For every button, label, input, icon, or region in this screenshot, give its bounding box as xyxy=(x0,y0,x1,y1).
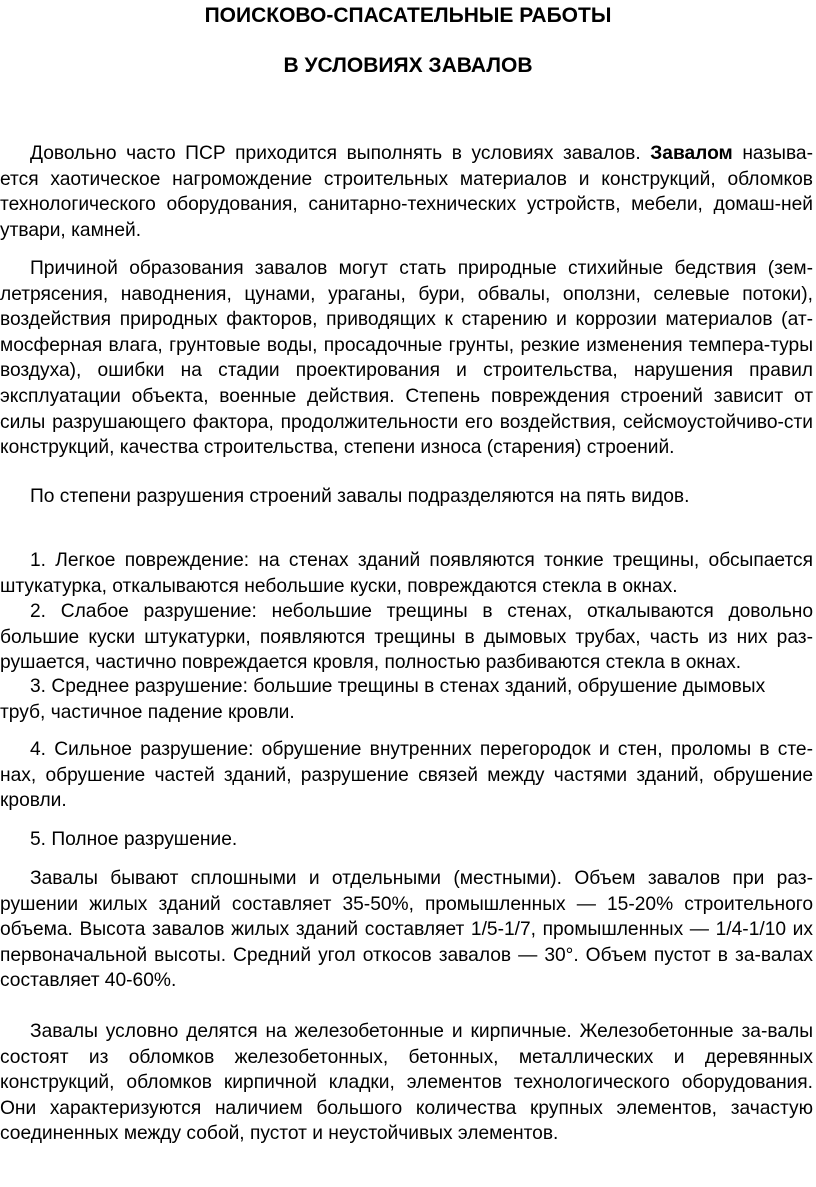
intro-paragraph xyxy=(0,141,813,243)
causes-paragraph: Причиной образования завалов могут стать природные стихийные бедствия (зем-летрясения, наводнения, цунами, ураганы, бури, обвалы, оползни, селевые потоки), воздействия природных факторов, приводящих к старению и коррозии материалов (ат-мосферная влага, грунтовые воды, просадочные грунты, резкие изменения темпера-туры воздуха), ошибки на стадии проектирования и строительства, нарушения правил эксплуатации объекта, военные действия. Степень повреждения строений зависит от силы разрушающего фактора, продолжительности его воздействия, сейсмоустойчиво-сти конструкций, качества строительства, степени износа (старения) строений. xyxy=(0,258,813,459)
damage-level-5: 5. Полное разрушение. xyxy=(30,829,238,850)
title-line-1: ПОИСКОВО-СПАСАТЕЛЬНЫЕ РАБОТЫ xyxy=(204,4,612,27)
damage-level-4: 4. Сильное разрушение: обрушение внутренних перегородок и стен, проломы в сте-нах, обрушение частей зданий, разрушение связей между частями зданий, обрушение кровли. xyxy=(0,739,813,812)
types-paragraph: Завалы условно делятся на железобетонные и кирпичные. Железобетонные за-валы состоят из обломков железобетонных, бетонных, металлических и деревянных конструкций, обломков кирпичной кладки, элементов технологического оборудования. Они характеризуются наличием большого количества крупных элементов, зачастую соединенных между собой, пустот и неустойчивых элементов. xyxy=(0,1021,813,1145)
volume-paragraph: Завалы бывают сплошными и отдельными (местными). Объем завалов при раз-рушении жилых зданий составляет 35-50%, промышленных — 15-20% строительного объема. Высота завалов жилых зданий составляет 1/5-1/7, промышленных — 1/4-1/10 их первоначальной высоты. Средний угол откосов завалов — 30°. Объем пустот в за-валах составляет 40-60%. xyxy=(0,868,813,992)
intro-text-start: Довольно часто ПСР приходится выполнять в условиях завалов. xyxy=(30,143,651,164)
damage-level-1: 1. Легкое повреждение: на стенах зданий появляются тонкие трещины, обсыпается штукатурка, откалываются небольшие куски, повреждаются стекла в окнах. xyxy=(0,550,813,597)
term-zaval: Завалом xyxy=(650,143,733,164)
damage-level-3: 3. Среднее разрушение: большие трещины в стенах зданий, обрушение дымовых труб, частичное падение кровли. xyxy=(0,676,766,723)
intro-text-rest: называ-ется хаотическое нагромождение строительных материалов и конструкций, обломков технологического оборудования, санитарно-технических устройств, мебели, домаш-ней утвари, камней. xyxy=(0,143,813,241)
damage-level-2: 2. Слабое разрушение: небольшие трещины в стенах, откалываются довольно большие куски штукатурки, появляются трещины в дымовых трубах, часть из них раз-рушается, частично повреждается кровля, полностью разбиваются стекла в окнах. xyxy=(0,601,813,674)
title-line-2: В УСЛОВИЯХ ЗАВАЛОВ xyxy=(283,54,533,77)
classification-intro: По степени разрушения строений завалы подразделяются на пять видов. xyxy=(30,486,690,507)
